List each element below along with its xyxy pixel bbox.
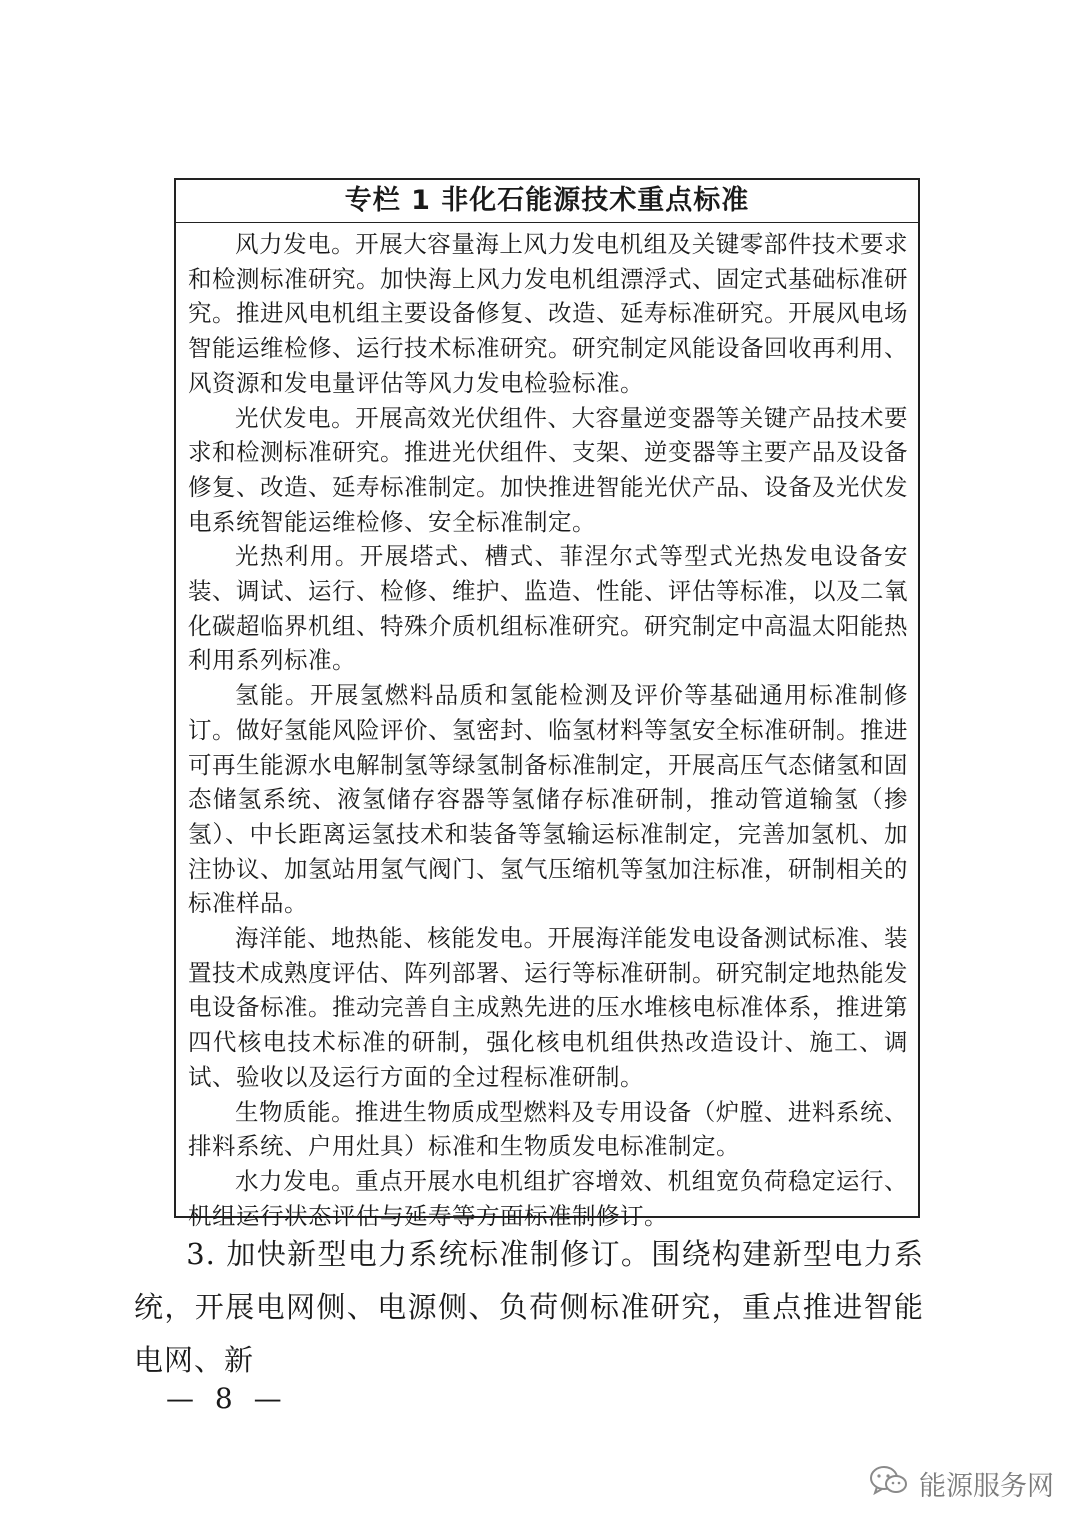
paragraph-hydrogen: 氢能。开展氢燃料品质和氢能检测及评价等基础通用标准制修订。做好氢能风险评价、氢密封、临氢材料等氢安全标准研制。推进可再生能源水电解制氢等绿氢制备标准制定，开展高压气态储氢和固态储氢系统、液氢储存容器等氢储存标准研制，推动管道输氢（掺氢）、中长距离运氢技术和装备等氢输运标准制定，完善加氢机、加注协议、加氢站用氢气阀门、氢气压缩机等氢加注标准，研制相关的标准样品。 bbox=[188, 681, 908, 918]
paragraph-biomass: 生物质能。推进生物质成型燃料及专用设备（炉膛、进料系统、排料系统、户用灶具）标准和生物质发电标准制定。 bbox=[188, 1097, 908, 1161]
paragraph-ocean-geothermal-nuclear: 海洋能、地热能、核能发电。开展海洋能发电设备测试标准、装置技术成熟度评估、阵列部署、运行等标准研制。研究制定地热能发电设备标准。推动完善自主成熟先进的压水堆核电标准体系，推进第四代核电技术标准的研制，强化核电机组供热改造设计、施工、调试、验收以及运行方面的全过程标准研制。 bbox=[188, 924, 908, 1091]
watermark-text: 能源服务网 bbox=[919, 1470, 1054, 1502]
paragraph-solar-pv: 光伏发电。开展高效光伏组件、大容量逆变器等关键产品技术要求和检测标准研究。推进光伏组件、支架、逆变器等主要产品及设备修复、改造、延寿标准制定。加快推进智能光伏产品、设备及光伏发电系统智能运维检修、安全标准制定。 bbox=[188, 403, 908, 536]
paragraph-solar-thermal: 光热利用。开展塔式、槽式、菲涅尔式等型式光热发电设备安装、调试、运行、检修、维护、监造、性能、评估等标准，以及二氧化碳超临界机组、特殊介质机组标准研究。研究制定中高温太阳能热利用系列标准。 bbox=[188, 542, 908, 675]
box-body bbox=[176, 223, 918, 1233]
box-title: 专栏 1 非化石能源技术重点标准 bbox=[176, 180, 918, 223]
watermark bbox=[869, 1463, 1054, 1503]
body-paragraph: 3. 加快新型电力系统标准制修订。围绕构建新型电力系统，开展电网侧、电源侧、负荷侧标准研究，重点推进智能电网、新 bbox=[134, 1237, 924, 1377]
paragraph-wind-power: 风力发电。开展大容量海上风力发电机组及关键零部件技术要求和检测标准研究。加快海上风力发电机组漂浮式、固定式基础标准研究。推进风电机组主要设备修复、改造、延寿标准研究。开展风电场智能运维检修、运行技术标准研究。研究制定风能设备回收再利用、风资源和发电量评估等风力发电检验标准。 bbox=[188, 230, 908, 397]
page-number: — 8 — bbox=[166, 1382, 288, 1415]
wechat-icon bbox=[869, 1464, 909, 1502]
paragraph-hydropower: 水力发电。重点开展水电机组扩容增效、机组宽负荷稳定运行、机组运行状态评估与延寿等方面标准制修订。 bbox=[188, 1166, 908, 1230]
feature-box bbox=[174, 178, 920, 1230]
